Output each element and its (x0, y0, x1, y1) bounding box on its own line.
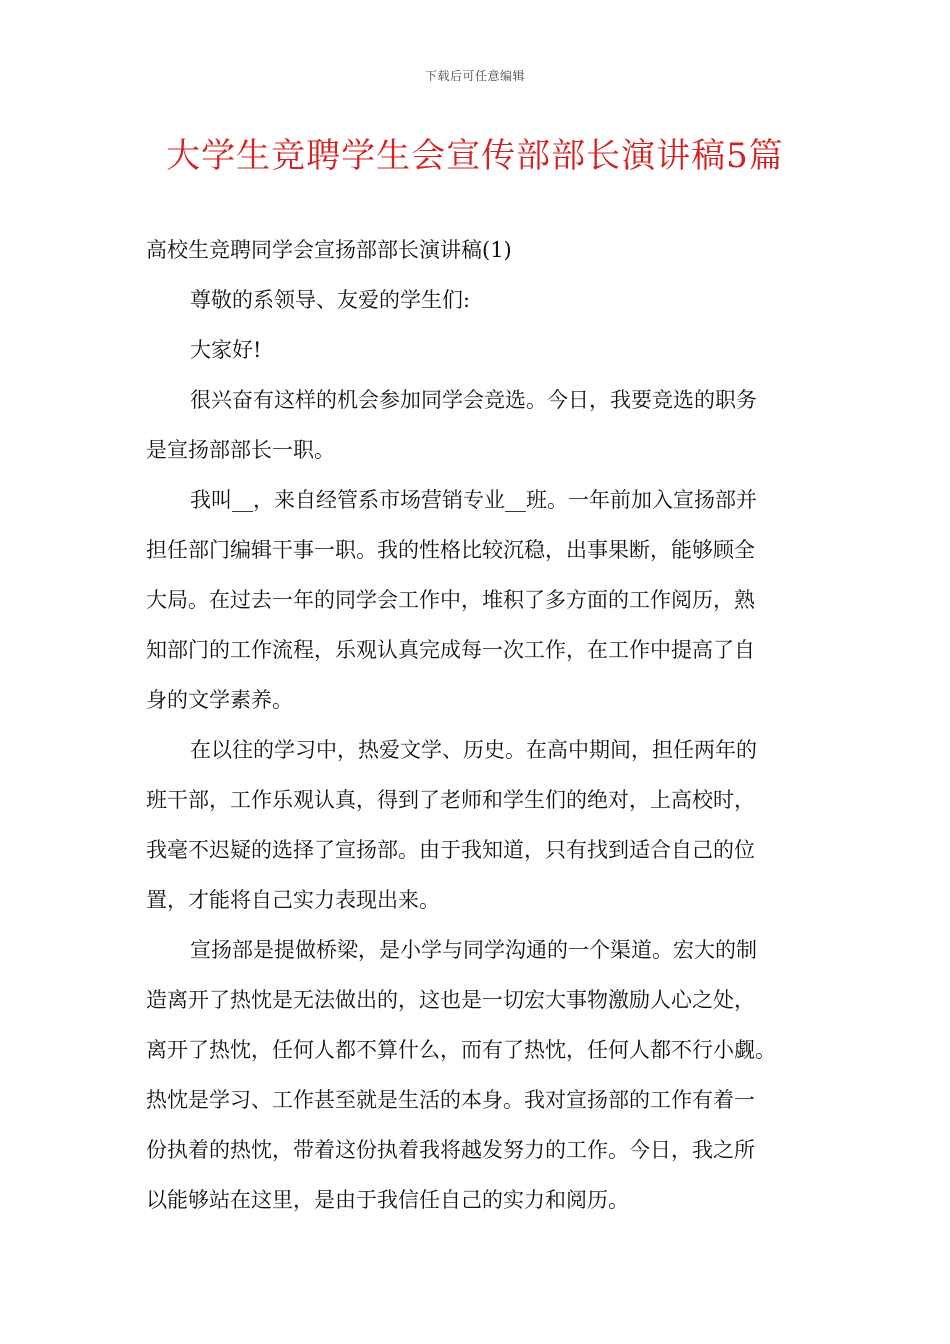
text-line: 我毫不迟疑的选择了宣扬部。由于我知道，只有找到适合自己的位 (146, 838, 755, 862)
text-line: 造离开了热忱是无法做出的，这也是一切宏大事物激励人心之处， (146, 988, 755, 1012)
text-line: 担任部门编辑干事一职。我的性格比较沉稳，出事果断，能够顾全 (146, 538, 755, 562)
text-line: 知部门的工作流程，乐观认真完成每一次工作，在工作中提高了自 (146, 638, 755, 662)
text-line: 热忱是学习、工作甚至就是生活的本身。我对宣扬部的工作有着一 (146, 1088, 755, 1112)
text-line: 是宣扬部部长一职。 (146, 438, 335, 462)
document-title: 大学生竞聘学生会宣传部部长演讲稿5篇 (166, 136, 784, 176)
text-line: 以能够站在这里，是由于我信任自己的实力和阅历。 (146, 1188, 629, 1212)
text-line: 份执着的热忱，带着这份执着我将越发努力的工作。今日，我之所 (146, 1138, 755, 1162)
text-line: 在以往的学习中，热爱文学、历史。在高中期间，担任两年的 (190, 738, 757, 762)
text-line: 大家好! (190, 338, 262, 362)
text-line: 高校生竞聘同学会宣扬部部长演讲稿(1) (146, 238, 512, 262)
document-body (146, 225, 806, 1225)
text-line: 很兴奋有这样的机会参加同学会竞选。今日，我要竞选的职务 (190, 388, 757, 412)
text-line: 离开了热忱，任何人都不算什么，而有了热忱，任何人都不行小觑。 (146, 1038, 776, 1062)
text-line: 置，才能将自己实力表现出来。 (146, 888, 440, 912)
text-line: 班干部，工作乐观认真，得到了老师和学生们的绝对，上高校时， (146, 788, 755, 812)
text-line: 尊敬的系领导、友爱的学生们: (190, 288, 471, 312)
text-line: 大局。在过去一年的同学会工作中，堆积了多方面的工作阅历，熟 (146, 588, 755, 612)
text-line: 身的文学素养。 (146, 688, 293, 712)
header-note: 下载后可任意编辑 (424, 69, 525, 83)
text-line: 我叫__，来自经管系市场营销专业__班。一年前加入宣扬部并 (190, 488, 757, 512)
text-line: 宣扬部是提做桥梁，是小学与同学沟通的一个渠道。宏大的制 (190, 938, 757, 962)
